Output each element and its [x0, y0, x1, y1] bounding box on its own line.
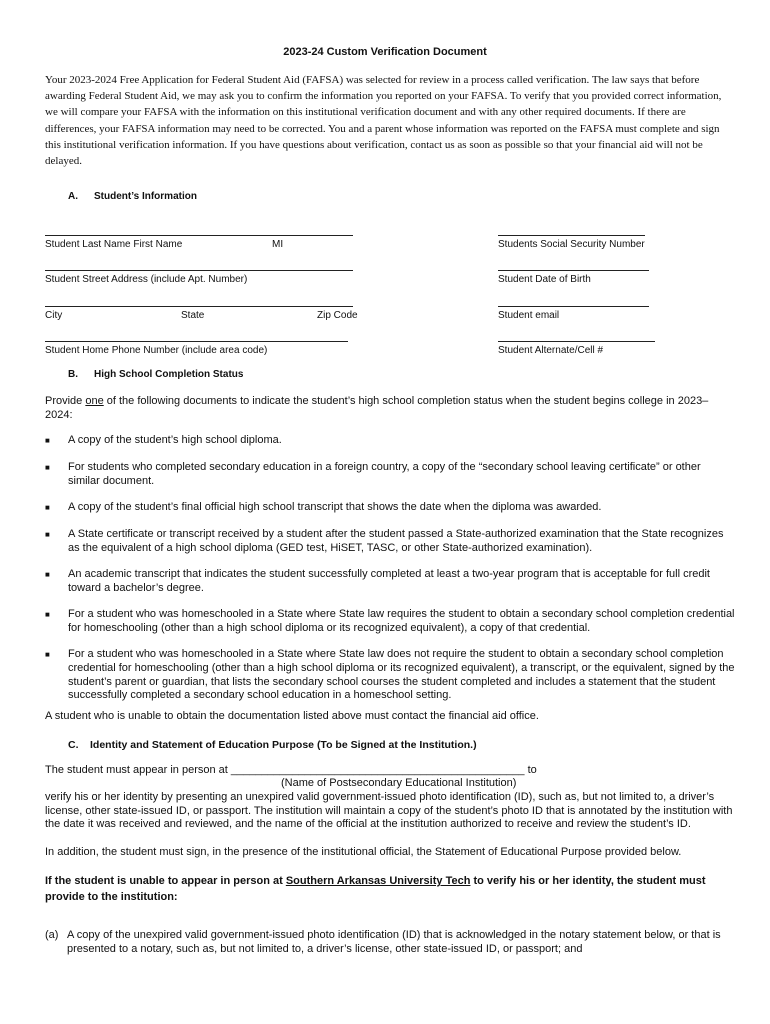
unable-appear-paragraph [45, 873, 735, 905]
list-item-text: A copy of the student’s final official high school transcript that shows the date when the diploma was awarded. [68, 501, 602, 513]
provide-pre: Provide [45, 395, 86, 407]
ssn-label: Students Social Security Number [498, 239, 645, 250]
institution-name-blank[interactable]: ________________________________________________ [230, 764, 525, 776]
last-first-name-line[interactable] [45, 235, 353, 236]
street-label: Student Street Address (include Apt. Number) [45, 274, 248, 285]
list-item [45, 434, 735, 448]
bullet-icon: ■ [45, 503, 50, 512]
home-phone-line[interactable] [45, 341, 348, 342]
section-c-letter: C. [68, 739, 79, 751]
intro-paragraph: Your 2023-2024 Free Application for Federal Student Aid (FAFSA) was selected for review in a process called verification. The law says that before awarding Federal Student Aid, we may ask you to confirm the information you reported on your FAFSA. To verify that you provided correct information, we will compare your FAFSA with the information on this institutional verification document and with any other required documents. If there are differences, your FAFSA information may need to be corrected. You and a parent whose information was reported on the FAFSA must complete and sign this institutional verification information. If you have questions about verification, contact us as soon as possible so that your financial aid will not be delayed. [45, 74, 722, 168]
institution-caption: (Name of Postsecondary Educational Institution) [281, 777, 517, 789]
verify-paragraph: verify his or her identity by presenting an unexpired valid government-issued photo identification (ID), such as, but not limited to, a driver’s license, other state-issued ID, or passport. The institution will maintain a copy of the student’s photo ID that is annotated by the institution with the date it was received and reviewed, and the name of the official at the institution authorized to receive and review the student’s ID. [45, 791, 733, 831]
list-item-text: A State certificate or transcript received by a student after the student passed a State-authorized examination that the State recognizes as the equivalent of a high school diploma (GED test, HiSET, TASC, or other State-authorized examination). [68, 528, 724, 554]
list-item-text: For students who completed secondary education in a foreign country, a copy of the “secondary school leaving certificate” or other similar document. [68, 461, 701, 487]
list-item-text: For a student who was homeschooled in a State where State law does not require the student to obtain a secondary school completion credential for homeschooling (other than a high school diploma or its recognized equivalent), a transcript, or the equivalent, signed by the student’s parent or guardian, that lists the secondary school courses the student completed and includes a statement that the student successfully completed a secondary school education in a homeschool setting. [68, 648, 735, 702]
unable-doc-note: A student who is unable to obtain the documentation listed above must contact the financial aid office. [45, 710, 539, 722]
city-label: City [45, 310, 63, 321]
in-addition-paragraph: In addition, the student must sign, in the presence of the institutional official, the Statement of Educational Purpose provided below. [45, 846, 682, 858]
provide-post: of the following documents to indicate the student’s high school completion status when the student begins college in 2023–2024: [45, 395, 709, 421]
home-phone-label: Student Home Phone Number (include area code) [45, 345, 268, 356]
cell-label: Student Alternate/Cell # [498, 345, 604, 356]
dob-label: Student Date of Birth [498, 274, 591, 285]
list-item-text: A copy of the student’s high school diploma. [68, 434, 282, 446]
section-a-title: Student’s Information [94, 191, 197, 202]
bullet-icon: ■ [45, 650, 50, 659]
list-item [45, 528, 735, 556]
item-a-label: (a) [45, 929, 59, 941]
list-item [45, 608, 735, 636]
item-a [45, 929, 735, 956]
list-item [45, 461, 735, 489]
bullet-icon: ■ [45, 530, 50, 539]
bullet-icon: ■ [45, 436, 50, 445]
unable-school: Southern Arkansas University Tech [285, 875, 471, 887]
bullet-icon: ■ [45, 610, 50, 619]
provide-one: one [85, 395, 104, 407]
document-title: 2023-24 Custom Verification Document [283, 46, 487, 58]
list-item [45, 501, 735, 515]
appear-pre: The student must appear in person at [45, 764, 231, 776]
city-state-zip-line[interactable] [45, 306, 353, 307]
section-b-letter: B. [68, 369, 78, 380]
email-label: Student email [498, 310, 560, 321]
section-b-heading [68, 369, 243, 380]
list-item [45, 648, 735, 703]
unable-post: to verify his or her identity, the student must provide to the institution: [45, 875, 706, 903]
list-item-text: An academic transcript that indicates the student successfully completed at least a two-year program that is acceptable for full credit toward a bachelor’s degree. [68, 568, 710, 594]
section-a-letter: A. [68, 191, 78, 202]
item-a-text: A copy of the unexpired valid government-issued photo identification (ID) that is acknowledged in the notary statement below, or that is presented to a notary, such as, but not limited to, a driver’s license, other state-issued ID, or passport; and [67, 929, 721, 955]
provide-instruction [45, 395, 735, 422]
mi-label: MI [272, 239, 284, 250]
appear-in-person-line [45, 764, 735, 778]
cell-line[interactable] [498, 341, 655, 342]
section-c-title: Identity and Statement of Education Purpose (To be Signed at the Institution.) [90, 739, 477, 751]
state-label: State [181, 310, 205, 321]
email-line[interactable] [498, 306, 649, 307]
section-a-heading [68, 191, 197, 202]
appear-post: to [524, 764, 537, 776]
list-item [45, 568, 735, 596]
last-first-name-label: Student Last Name First Name [45, 239, 183, 250]
dob-line[interactable] [498, 270, 649, 271]
section-b-title: High School Completion Status [94, 369, 244, 380]
bullet-icon: ■ [45, 570, 50, 579]
bullet-icon: ■ [45, 463, 50, 472]
zip-label: Zip Code [317, 310, 358, 321]
ssn-line[interactable] [498, 235, 645, 236]
section-c-heading [68, 739, 477, 751]
unable-pre: If the student is unable to appear in person at [45, 875, 286, 887]
street-line[interactable] [45, 270, 353, 271]
list-item-text: For a student who was homeschooled in a State where State law requires the student to obtain a secondary school completion credential for homeschooling (other than a high school diploma or its recognized equivalent), a copy of that credential. [68, 608, 735, 634]
